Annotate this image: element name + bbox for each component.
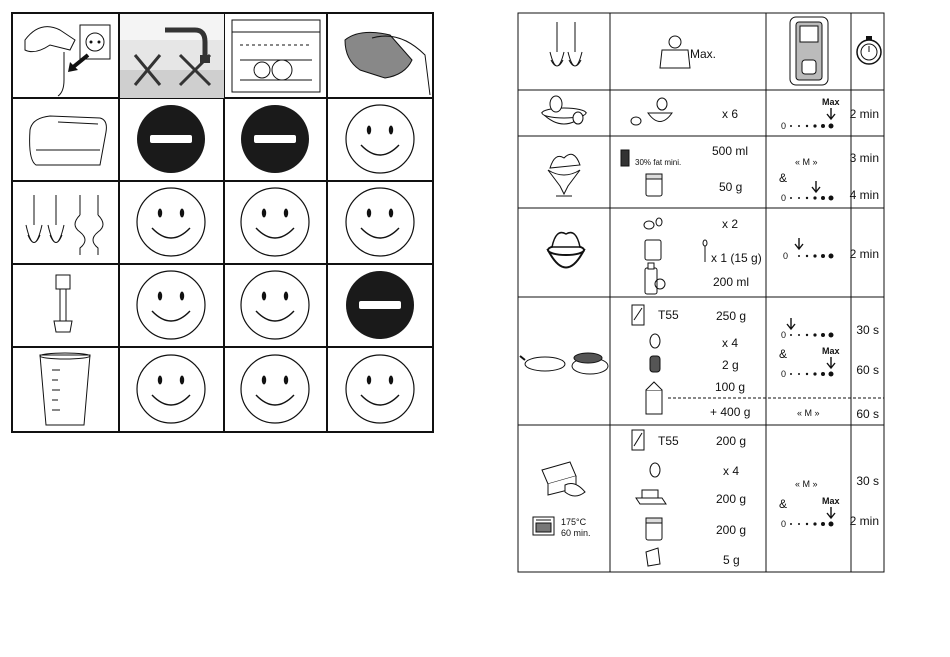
salt-shaker-icon — [650, 356, 660, 372]
quantity: x 4 — [722, 336, 739, 350]
speed-scale-cake — [790, 507, 835, 527]
baking-powder-icon — [646, 548, 660, 566]
time: 3 min — [849, 151, 879, 165]
quantity: 200 g — [716, 492, 747, 506]
stopwatch-icon — [857, 36, 881, 64]
speed-zero: 0 — [783, 251, 789, 261]
butter-icon — [636, 490, 666, 504]
egg-yolk-icon — [644, 218, 662, 229]
speed-selector-icon — [790, 17, 828, 85]
time: 2 min — [849, 514, 879, 528]
bowl-eggs-icon — [542, 96, 586, 124]
quantity: 100 g — [715, 380, 746, 394]
speed-zero: 0 — [781, 193, 787, 203]
ampersand: & — [779, 497, 788, 511]
quantity: 2 g — [722, 358, 739, 372]
speed-scale-max — [790, 108, 835, 129]
egg-icon — [650, 334, 660, 348]
quantity: 500 ml — [712, 144, 749, 158]
sugar-jar-icon — [646, 518, 662, 540]
time: 30 s — [856, 474, 879, 488]
max-weight-label: Max. — [690, 47, 717, 61]
egg-icon — [650, 463, 660, 477]
whipped-cream-icon — [548, 154, 580, 196]
speed-max-label: Max — [822, 97, 840, 107]
speed-scale-m — [790, 181, 834, 201]
quantity: 200 ml — [713, 275, 750, 289]
quantity: x 2 — [722, 217, 739, 231]
time: 30 s — [856, 323, 879, 337]
speed-scale-low — [795, 238, 834, 259]
quantity: 5 g — [723, 553, 740, 567]
oven-time: 60 min. — [561, 528, 591, 538]
speed-max-label: Max — [822, 496, 840, 506]
quantity: 200 g — [716, 434, 747, 448]
mustard-jar-icon — [645, 240, 661, 260]
speed-zero: 0 — [781, 121, 787, 131]
speed-max-label: Max — [822, 346, 840, 356]
ampersand: & — [779, 347, 788, 361]
cream-fat-note: 30% fat mini. — [635, 158, 682, 167]
pancake-pan-icon — [520, 353, 608, 374]
oven-icon — [533, 517, 554, 535]
flour-bag-icon — [632, 430, 644, 450]
speed-m-label: « M » — [795, 157, 818, 167]
sugar-jar-icon — [646, 174, 662, 196]
mayonnaise-bowl-icon — [548, 233, 584, 268]
time: 2 min — [849, 107, 879, 121]
flour-type: T55 — [658, 308, 679, 322]
cream-carton-icon — [621, 150, 629, 166]
quantity: 50 g — [719, 180, 743, 194]
quantity: 200 g — [716, 523, 747, 537]
speed-zero: 0 — [781, 330, 787, 340]
quantity: x 6 — [722, 107, 739, 121]
quantity: 250 g — [716, 309, 747, 323]
spoon-icon — [703, 240, 707, 262]
quantity: x 4 — [723, 464, 740, 478]
oil-bottle-icon — [645, 263, 665, 294]
quantity: + 400 g — [710, 405, 751, 419]
speed-zero: 0 — [781, 369, 787, 379]
time: 2 min — [849, 247, 879, 261]
speed-m-label: « M » — [797, 408, 820, 418]
speed-m-label: « M » — [795, 479, 818, 489]
time: 60 s — [856, 363, 879, 377]
quantity: x 1 (15 g) — [711, 251, 762, 265]
speed-zero: 0 — [781, 519, 787, 529]
flour-bag-icon — [632, 305, 644, 325]
time: 60 s — [856, 407, 879, 421]
time: 4 min — [849, 188, 879, 202]
flour-type: T55 — [658, 434, 679, 448]
oven-temperature: 175°C — [561, 517, 587, 527]
milk-carton-icon — [646, 382, 662, 414]
cake-loaf-icon — [542, 462, 585, 496]
ampersand: & — [779, 171, 788, 185]
scale-weight-icon — [660, 36, 690, 68]
egg-separate-icon — [631, 98, 672, 125]
beaters-icon — [550, 22, 582, 66]
